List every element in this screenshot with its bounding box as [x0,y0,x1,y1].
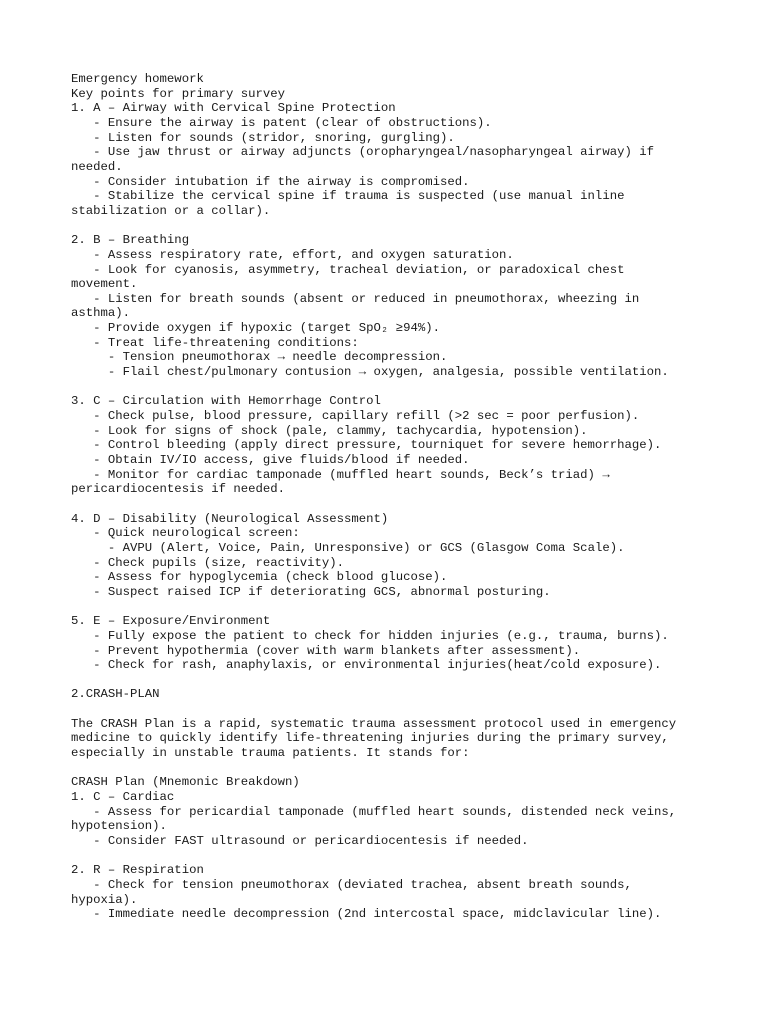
text-line: - Immediate needle decompression (2nd intercostal space, midclavicular line). [71,907,662,922]
text-line: - Quick neurological screen: [71,526,300,541]
text-line: needed. [71,159,123,174]
text-line: - Consider FAST ultrasound or pericardiocentesis if needed. [71,834,529,849]
text-line: - Obtain IV/IO access, give fluids/blood if needed. [71,453,470,468]
text-line: - Prevent hypothermia (cover with warm blankets after assessment). [71,643,581,658]
text-line: - AVPU (Alert, Voice, Pain, Unresponsive) or GCS (Glasgow Coma Scale). [71,540,625,555]
text-line: Emergency homework [71,72,204,86]
text-line: - Ensure the airway is patent (clear of obstructions). [71,115,492,130]
text-line: - Check for rash, anaphylaxis, or environmental injuries(heat/cold exposure). [71,658,662,673]
text-line: 2.CRASH-PLAN [71,687,160,702]
text-line: Key points for primary survey [71,86,286,101]
text-line: 1. C – Cardiac [71,790,175,805]
text-line: - Check pupils (size, reactivity). [71,555,345,570]
text-line: especially in unstable trauma patients. It stands for: [71,746,470,761]
blank-line [71,761,711,776]
document-page [71,72,711,922]
text-line: - Assess for pericardial tamponade (muffled heart sounds, distended neck veins, [71,804,677,819]
text-line: pericardiocentesis if needed. [71,482,286,497]
text-line: 5. E – Exposure/Environment [71,614,271,629]
text-line: - Stabilize the cervical spine if trauma is suspected (use manual inline [71,189,625,204]
text-line: - Suspect raised ICP if deteriorating GCS, abnormal posturing. [71,584,551,599]
text-line: - Use jaw thrust or airway adjuncts (oropharyngeal/nasopharyngeal airway) if [71,145,654,160]
text-line: - Listen for sounds (stridor, snoring, gurgling). [71,130,455,145]
text-line: - Provide oxygen if hypoxic (target SpO₂ ≥94%). [71,321,440,336]
text-line: hypotension). [71,819,167,834]
text-line: - Look for signs of shock (pale, clammy, tachycardia, hypotension). [71,423,588,438]
text-line: movement. [71,277,138,292]
text-line: CRASH Plan (Mnemonic Breakdown) [71,775,300,790]
blank-line [71,702,711,717]
text-line: - Check for tension pneumothorax (deviated trachea, absent breath sounds, [71,877,632,892]
text-line: 4. D – Disability (Neurological Assessment) [71,511,389,526]
text-line: - Consider intubation if the airway is compromised. [71,174,470,189]
blank-line [71,849,711,864]
text-line: asthma). [71,306,131,321]
text-line: 2. B – Breathing [71,233,190,248]
text-line: 2. R – Respiration [71,863,204,878]
text-line: 3. C – Circulation with Hemorrhage Control [71,394,381,409]
text-line: - Look for cyanosis, asymmetry, tracheal deviation, or paradoxical chest [71,262,625,277]
text-line: - Treat life-threatening conditions: [71,335,359,350]
text-line: 1. A – Airway with Cervical Spine Protection [71,101,396,116]
text-line: - Listen for breath sounds (absent or reduced in pneumothorax, wheezing in [71,291,640,306]
text-line: - Tension pneumothorax → needle decompression. [71,350,448,365]
text-line: - Control bleeding (apply direct pressure, tourniquet for severe hemorrhage). [71,438,662,453]
text-line: The CRASH Plan is a rapid, systematic trauma assessment protocol used in emergency [71,716,677,731]
text-line: hypoxia). [71,892,138,907]
text-line: - Check pulse, blood pressure, capillary refill (>2 sec = poor perfusion). [71,409,640,424]
text-line: - Assess respiratory rate, effort, and oxygen saturation. [71,247,514,262]
text-line: - Assess for hypoglycemia (check blood glucose). [71,570,448,585]
text-line: - Flail chest/pulmonary contusion → oxygen, analgesia, possible ventilation. [71,365,669,380]
blank-line [71,497,711,512]
blank-line [71,380,711,395]
text-line: stabilization or a collar). [71,203,271,218]
text-line: - Monitor for cardiac tamponade (muffled heart sounds, Beck’s triad) → [71,467,610,482]
text-line: medicine to quickly identify life-threatening injuries during the primary survey, [71,731,669,746]
blank-line [71,600,711,615]
text-line: - Fully expose the patient to check for hidden injuries (e.g., trauma, burns). [71,628,669,643]
blank-line [71,673,711,688]
blank-line [71,219,711,234]
